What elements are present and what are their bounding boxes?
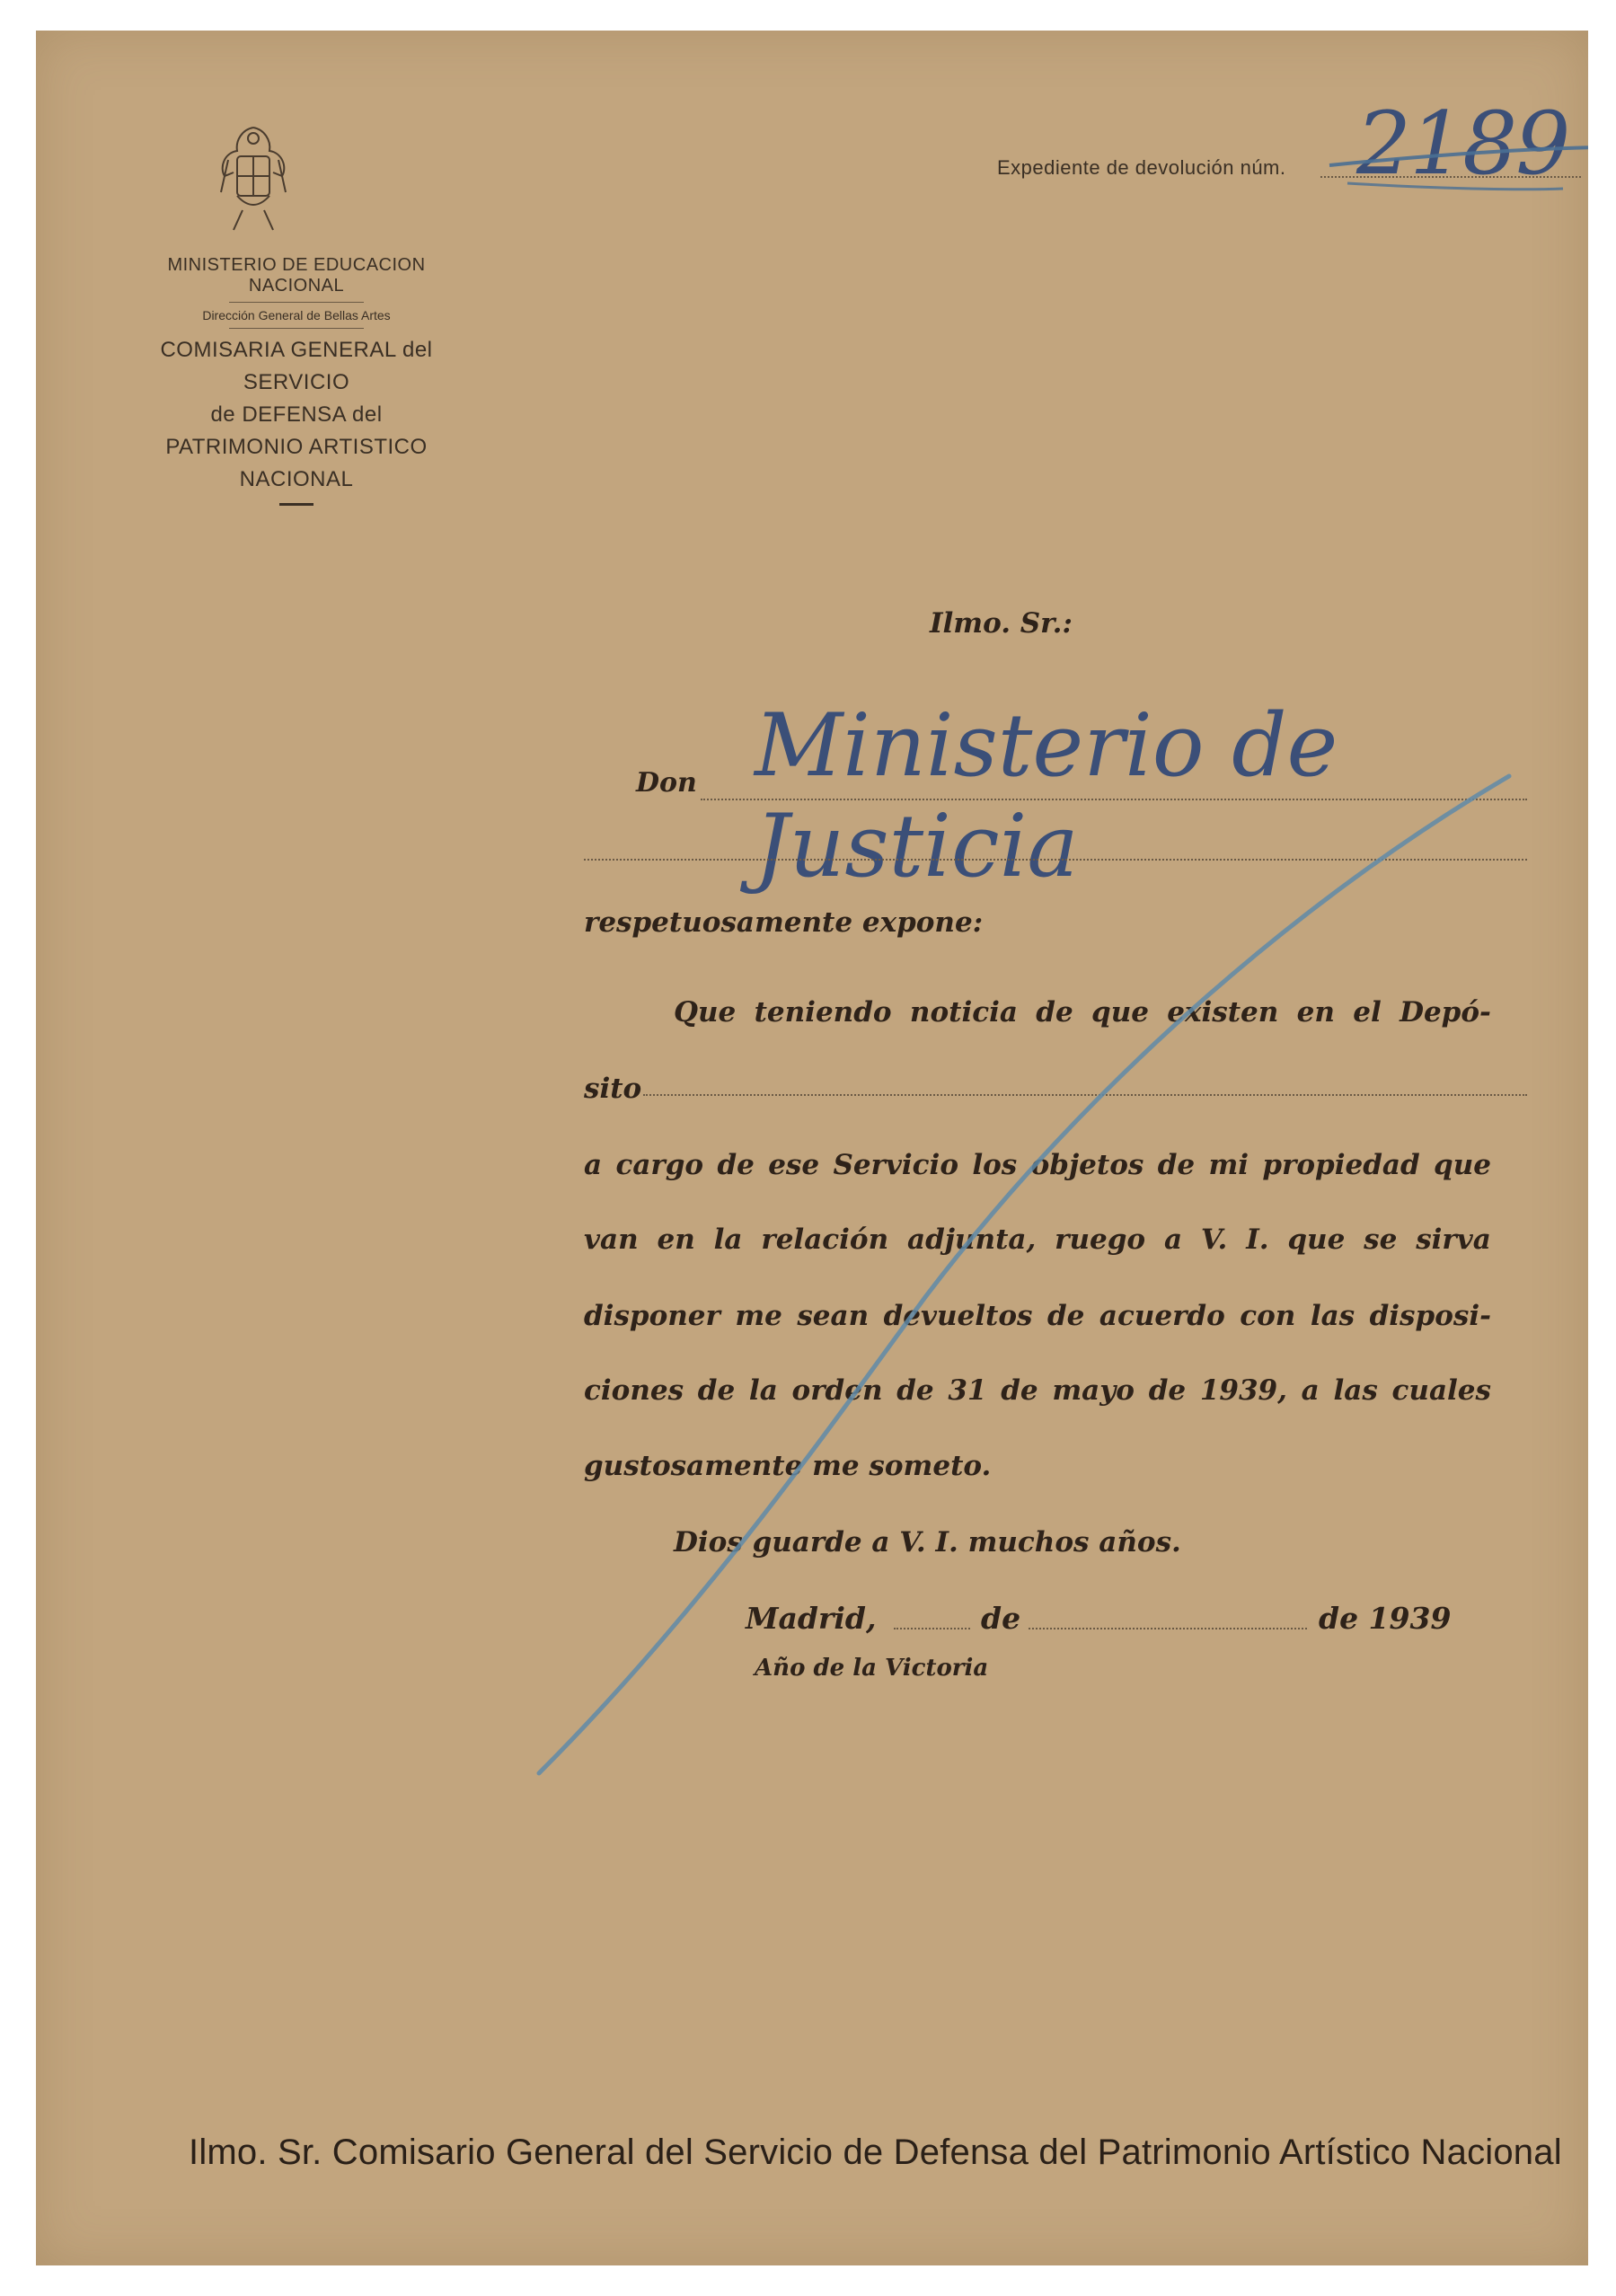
body-word: van bbox=[584, 1223, 639, 1256]
commissariat-line-2: de DEFENSA del bbox=[210, 402, 383, 427]
signature-de: de bbox=[981, 1601, 1021, 1636]
coat-of-arms-icon bbox=[216, 120, 292, 237]
body-word: de bbox=[717, 1149, 755, 1181]
body-word: adjunta, bbox=[907, 1223, 1037, 1256]
body-word: que bbox=[1091, 996, 1149, 1029]
body-word: de bbox=[1157, 1149, 1196, 1181]
header-dash bbox=[279, 503, 313, 506]
body-word: en bbox=[1296, 996, 1335, 1029]
commissariat-line-1: COMISARIA GENERAL del SERVICIO bbox=[160, 338, 433, 394]
body-word: a bbox=[1301, 1374, 1320, 1407]
body-word: disponer bbox=[584, 1300, 720, 1332]
body-word: existen bbox=[1167, 996, 1279, 1029]
document-sheet bbox=[36, 31, 1588, 2265]
applicant-name: Ministerio de Justicia bbox=[755, 695, 1338, 896]
body-word: que bbox=[1287, 1223, 1346, 1256]
body-word: relación bbox=[761, 1223, 889, 1256]
body-line-3 bbox=[584, 1149, 1491, 1181]
body-word: Servicio bbox=[833, 1149, 958, 1181]
body-line-1 bbox=[674, 996, 1491, 1029]
body-word: ruego bbox=[1055, 1223, 1146, 1256]
signature-place: Madrid, bbox=[746, 1601, 877, 1636]
body-line-4 bbox=[584, 1223, 1491, 1256]
body-word: sirva bbox=[1416, 1223, 1491, 1256]
body-word: cargo bbox=[615, 1149, 704, 1181]
body-word: propiedad bbox=[1262, 1149, 1420, 1181]
body-line-7: gustosamente me someto. bbox=[584, 1450, 992, 1482]
body-line-2: sito bbox=[584, 1073, 642, 1105]
signature-year: de 1939 bbox=[1319, 1601, 1452, 1636]
body-word: en bbox=[657, 1223, 695, 1256]
body-word: noticia bbox=[909, 996, 1018, 1029]
deposit-fill-line bbox=[643, 1094, 1527, 1096]
month-fill-line bbox=[1029, 1628, 1307, 1629]
addressee-footer: Ilmo. Sr. Comisario General del Servicio de Defensa del Patrimonio Artístico Nacional bbox=[189, 2133, 1562, 2172]
body-word: ciones bbox=[584, 1374, 684, 1407]
closing-formula: Dios guarde a V. I. muchos años. bbox=[674, 1526, 1181, 1559]
body-word: devueltos bbox=[883, 1300, 1033, 1332]
body-word: de bbox=[896, 1374, 934, 1407]
day-fill-line bbox=[894, 1628, 970, 1629]
body-word: el bbox=[1353, 996, 1382, 1029]
body-word: a bbox=[1163, 1223, 1183, 1256]
body-word: a bbox=[584, 1149, 603, 1181]
direction-name: Dirección General de Bellas Artes bbox=[202, 308, 391, 322]
body-word: que bbox=[1434, 1149, 1491, 1181]
body-word: ese bbox=[768, 1149, 820, 1181]
body-word: 31 bbox=[948, 1374, 987, 1407]
body-word: I. bbox=[1246, 1223, 1269, 1256]
body-word: de bbox=[1046, 1300, 1085, 1332]
body-word: se bbox=[1364, 1223, 1398, 1256]
body-word: los bbox=[972, 1149, 1018, 1181]
header-divider bbox=[229, 328, 364, 329]
body-word: cuales bbox=[1391, 1374, 1491, 1407]
body-word: acuerdo bbox=[1099, 1300, 1225, 1332]
ministry-name: MINISTERIO DE EDUCACION NACIONAL bbox=[167, 255, 426, 296]
body-word: 1939, bbox=[1199, 1374, 1287, 1407]
expediente-number: 2189 bbox=[1356, 93, 1569, 194]
applicant-fill-line-2 bbox=[584, 859, 1527, 861]
body-word: disposi- bbox=[1369, 1300, 1491, 1332]
body-word: objetos bbox=[1030, 1149, 1144, 1181]
body-word: me bbox=[735, 1300, 782, 1332]
body-word: mayo bbox=[1052, 1374, 1135, 1407]
body-word: la bbox=[713, 1223, 743, 1256]
expediente-label: Expediente de devolución núm. bbox=[997, 156, 1286, 179]
body-word: de bbox=[697, 1374, 736, 1407]
body-word: V. bbox=[1200, 1223, 1228, 1256]
commissariat-line-3: PATRIMONIO ARTISTICO NACIONAL bbox=[165, 435, 428, 491]
body-word: las bbox=[1333, 1374, 1378, 1407]
body-word: orden bbox=[791, 1374, 883, 1407]
body-word: teniendo bbox=[754, 996, 892, 1029]
body-word: con bbox=[1240, 1300, 1296, 1332]
era-caption: Año de la Victoria bbox=[755, 1655, 989, 1682]
applicant-prefix: Don bbox=[636, 767, 697, 799]
body-word: de bbox=[1148, 1374, 1187, 1407]
body-word: sean bbox=[797, 1300, 870, 1332]
body-word: las bbox=[1310, 1300, 1355, 1332]
header-divider bbox=[229, 302, 364, 303]
body-word: la bbox=[748, 1374, 778, 1407]
body-word: de bbox=[1001, 1374, 1038, 1407]
body-word: Depó- bbox=[1400, 996, 1491, 1029]
body-word: mi bbox=[1208, 1149, 1250, 1181]
body-word: Que bbox=[674, 996, 737, 1029]
body-line-5 bbox=[584, 1300, 1491, 1332]
expone-line: respetuosamente expone: bbox=[584, 906, 984, 939]
salutation: Ilmo. Sr.: bbox=[930, 607, 1073, 640]
body-word: de bbox=[1036, 996, 1073, 1029]
ministry-header bbox=[144, 255, 449, 506]
body-line-6 bbox=[584, 1374, 1491, 1407]
